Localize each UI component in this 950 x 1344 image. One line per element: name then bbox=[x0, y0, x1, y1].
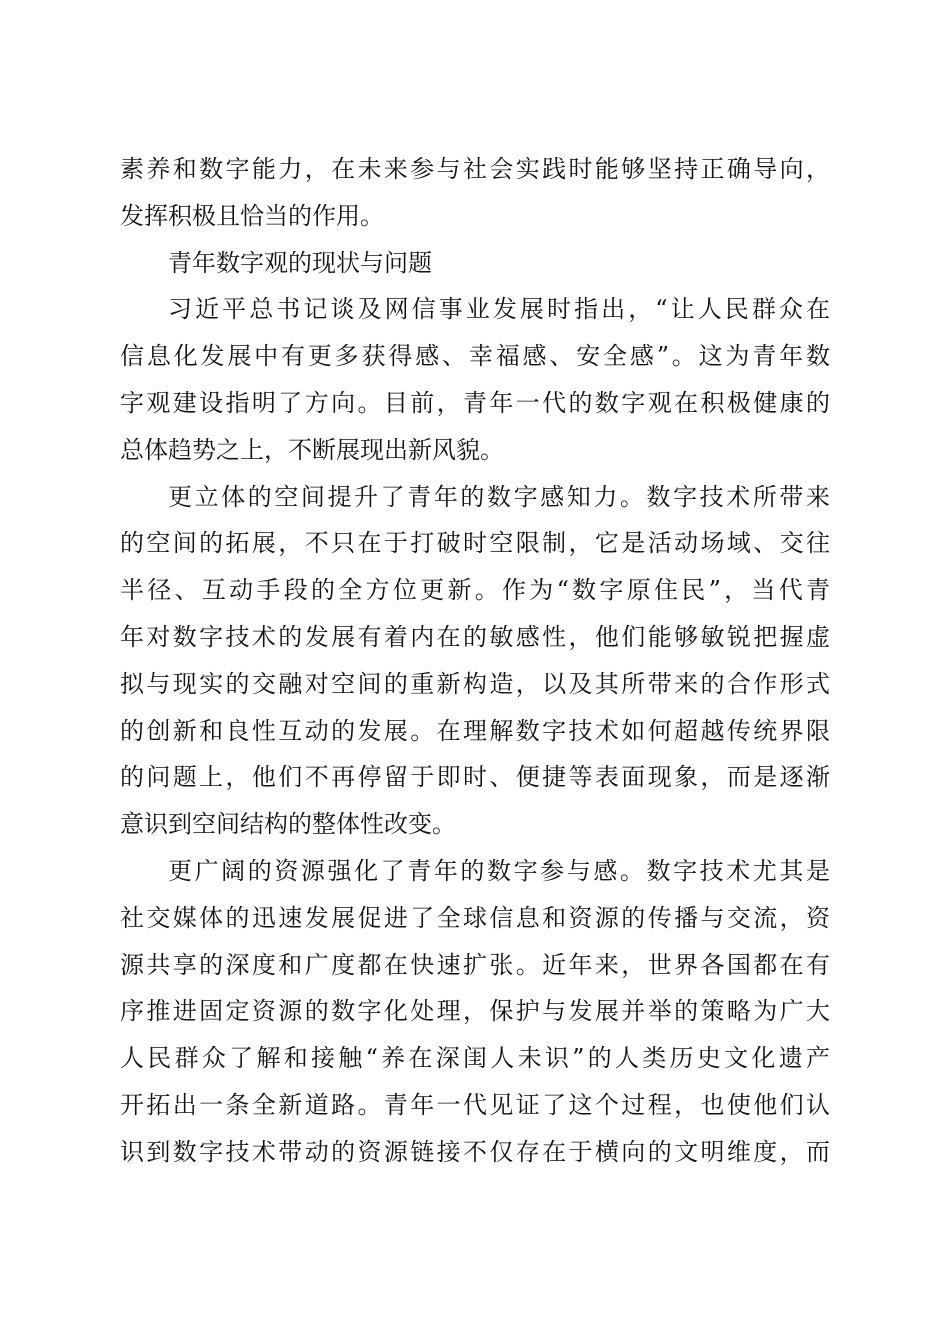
text-line: 信息化发展中有更多获得感、幸福感、安全感”。这为青年数 bbox=[120, 342, 830, 371]
text-line: 拟与现实的交融对空间的重新构造，以及其所带来的合作形式 bbox=[120, 669, 830, 698]
text-line: 的创新和良性互动的发展。在理解数字技术如何超越传统界限 bbox=[120, 716, 830, 745]
text-line: 更广阔的资源强化了青年的数字参与感。数字技术尤其是 bbox=[168, 856, 830, 885]
text-line: 社交媒体的迅速发展促进了全球信息和资源的传播与交流，资 bbox=[120, 903, 830, 932]
text-line: 的空间的拓展，不只在于打破时空限制，它是活动场域、交往 bbox=[120, 529, 830, 558]
text-line: 半径、互动手段的全方位更新。作为“数字原住民”，当代青 bbox=[120, 576, 830, 605]
text-line: 总体趋势之上，不断展现出新风貌。 bbox=[120, 435, 504, 464]
text-line: 更立体的空间提升了青年的数字感知力。数字技术所带来 bbox=[168, 482, 830, 511]
text-line: 序推进固定资源的数字化处理，保护与发展并举的策略为广大 bbox=[120, 997, 830, 1026]
text-line: 习近平总书记谈及网信事业发展时指出，“让人民群众在 bbox=[168, 295, 830, 324]
text-line: 意识到空间结构的整体性改变。 bbox=[120, 810, 456, 839]
text-line: 识到数字技术带动的资源链接不仅存在于横向的文明维度，而 bbox=[120, 1137, 830, 1166]
document-page bbox=[120, 146, 830, 1176]
text-line: 素养和数字能力，在未来参与社会实践时能够坚持正确导向， bbox=[120, 155, 830, 183]
text-line: 人民群众了解和接触“养在深闺人未识”的人类历史文化遗产 bbox=[120, 1044, 830, 1073]
text-line: 的问题上，他们不再停留于即时、便捷等表面现象，而是逐渐 bbox=[120, 763, 830, 792]
section-heading: 青年数字观的现状与问题 bbox=[168, 248, 432, 277]
text-line: 源共享的深度和广度都在快速扩张。近年来，世界各国都在有 bbox=[120, 950, 830, 979]
text-line: 字观建设指明了方向。目前，青年一代的数字观在积极健康的 bbox=[120, 388, 830, 417]
text-line: 开拓出一条全新道路。青年一代见证了这个过程，也使他们认 bbox=[120, 1090, 830, 1119]
text-line: 年对数字技术的发展有着内在的敏感性，他们能够敏锐把握虚 bbox=[120, 622, 830, 651]
text-line: 发挥积极且恰当的作用。 bbox=[120, 201, 384, 230]
